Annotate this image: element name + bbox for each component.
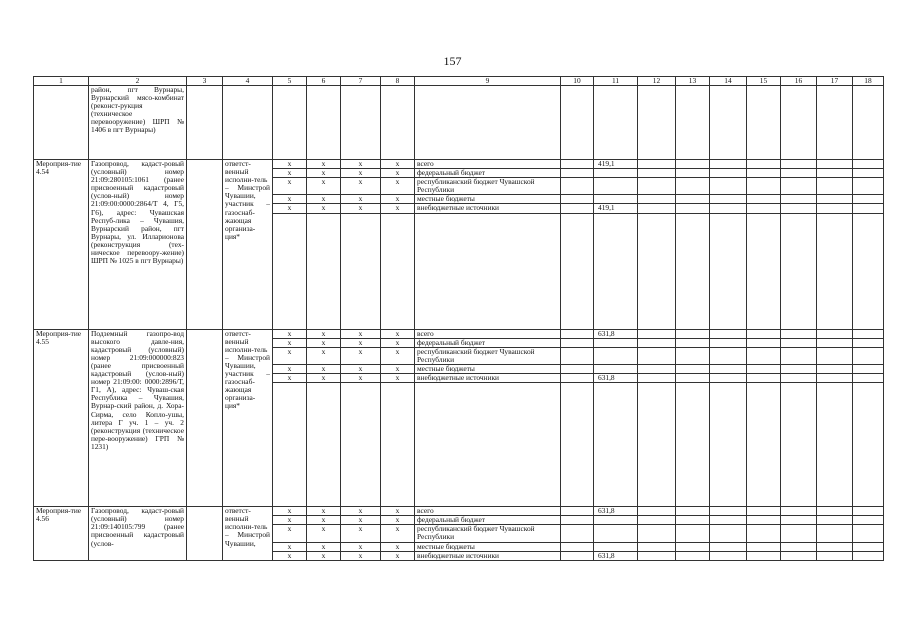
mark-cell: x [273, 507, 307, 516]
mark-cell: x [273, 525, 307, 542]
mark-cell: x [307, 347, 341, 364]
mark-cell: x [341, 525, 381, 542]
object-description: Газопровод, кадаст-ровый (условный) номер 21:09:140105:799 (ранее присвоенный кадастровый (услов- [89, 507, 187, 561]
mark-cell: x [381, 542, 415, 551]
mark-cell: x [307, 364, 341, 373]
funding-source: республиканский бюджет Чувашской Республики [415, 347, 561, 364]
mark-cell: x [307, 169, 341, 178]
mark-cell: x [381, 551, 415, 560]
continuation-row [34, 86, 884, 160]
measure-label: Мероприя-тие 4.56 [34, 507, 89, 561]
object-description: Подземный газопро-вод высокого давле-ния, кадастровый (условный) номер 21:09:000000:823 (ранее присвоенный кадастровый (услов-ный) номер 21:09:00: 0000:2896/Т, Г1, А), адрес: Чуваш-ская Республика – Чувашия, Вурнар-ский район, д. Хора-Сирма, село Копло-ушы, литера Г уч. 1 – уч. 2 (реконструкция (техническое пере-вооружение) ГРП № 1231) [89, 329, 187, 507]
mark-cell: x [307, 204, 341, 213]
column-header: 6 [307, 77, 341, 86]
page-number: 157 [443, 54, 462, 68]
column-header: 18 [853, 77, 884, 86]
mark-cell: x [381, 525, 415, 542]
mark-cell: x [381, 507, 415, 516]
column-header: 3 [187, 77, 223, 86]
table-row [34, 507, 884, 516]
mark-cell: x [307, 516, 341, 525]
mark-cell: x [307, 160, 341, 169]
column-header: 5 [273, 77, 307, 86]
funding-source: всего [415, 329, 561, 338]
mark-cell: x [273, 374, 307, 383]
mark-cell: x [307, 542, 341, 551]
column-header: 17 [817, 77, 853, 86]
amount-value: 631,8 [594, 551, 638, 560]
column-header: 16 [781, 77, 817, 86]
mark-cell: x [273, 551, 307, 560]
mark-cell: x [273, 195, 307, 204]
mark-cell: x [381, 364, 415, 373]
mark-cell: x [341, 195, 381, 204]
mark-cell: x [341, 169, 381, 178]
funding-source: федеральный бюджет [415, 338, 561, 347]
mark-cell: x [341, 338, 381, 347]
mark-cell: x [273, 364, 307, 373]
mark-cell: x [307, 329, 341, 338]
column-header: 12 [638, 77, 676, 86]
column-number-row [34, 77, 884, 86]
object-description: Газопровод, кадаст-ровый (условный) номер 21:09:280105:1061 (ранее присвоенный кадастровый (услов-ный) номер 21:09:00:0000:2864/Т 4, Г5, Г6), адрес: Чувашская Респуб-лика – Чувашия, Вурнарский район, пгт Вурнары, ул. Илларионова (реконструкция (тех-ническое перевоору-жение) ШРП № 1025 в пгт Вурнары) [89, 160, 187, 330]
mark-cell: x [341, 347, 381, 364]
mark-cell: x [273, 347, 307, 364]
funding-source: внебюджетные источники [415, 374, 561, 383]
mark-cell: x [341, 507, 381, 516]
mark-cell: x [381, 178, 415, 195]
mark-cell: x [273, 160, 307, 169]
mark-cell: x [341, 329, 381, 338]
column-header: 7 [341, 77, 381, 86]
column-header: 4 [223, 77, 273, 86]
mark-cell: x [307, 507, 341, 516]
column-header: 1 [34, 77, 89, 86]
mark-cell: x [307, 195, 341, 204]
mark-cell: x [273, 204, 307, 213]
mark-cell: x [341, 160, 381, 169]
object-description: район, пгт Вурнары, Вурнарский мясо-комбинат (реконст-рукция (техническое перевооружение) ШРП № 1406 в пгт Вурнары) [89, 86, 187, 160]
mark-cell: x [341, 542, 381, 551]
mark-cell: x [341, 204, 381, 213]
amount-value: 419,1 [594, 204, 638, 213]
funding-source: всего [415, 507, 561, 516]
funding-source: внебюджетные источники [415, 551, 561, 560]
measure-label: Мероприя-тие 4.55 [34, 329, 89, 507]
mark-cell: x [341, 551, 381, 560]
mark-cell: x [381, 204, 415, 213]
mark-cell: x [307, 551, 341, 560]
funding-source: местные бюджеты [415, 195, 561, 204]
responsible-executor: ответст-венный исполни-тель – Минстрой Чувашии, участник – газоснаб-жающая организа-ция* [223, 329, 273, 507]
mark-cell: x [341, 178, 381, 195]
mark-cell: x [273, 338, 307, 347]
mark-cell: x [341, 516, 381, 525]
funding-source: республиканский бюджет Чувашской Республики [415, 178, 561, 195]
funding-source: федеральный бюджет [415, 516, 561, 525]
mark-cell: x [381, 516, 415, 525]
mark-cell: x [273, 178, 307, 195]
mark-cell: x [273, 329, 307, 338]
program-table-container [33, 76, 872, 561]
amount-value: 419,1 [594, 160, 638, 169]
mark-cell: x [307, 525, 341, 542]
column-header: 13 [676, 77, 710, 86]
table-row [34, 329, 884, 338]
table-row [34, 160, 884, 169]
mark-cell: x [381, 329, 415, 338]
mark-cell: x [307, 338, 341, 347]
column-header: 15 [747, 77, 781, 86]
responsible-executor: ответст-венный исполни-тель – Минстрой Чувашии, участник – газоснаб-жающая организа-ция* [223, 160, 273, 330]
amount-value: 631,8 [594, 374, 638, 383]
mark-cell: x [381, 195, 415, 204]
mark-cell: x [273, 516, 307, 525]
funding-source: внебюджетные источники [415, 204, 561, 213]
mark-cell: x [273, 542, 307, 551]
mark-cell: x [381, 160, 415, 169]
funding-source: местные бюджеты [415, 364, 561, 373]
column-header: 9 [415, 77, 561, 86]
column-header: 14 [710, 77, 747, 86]
mark-cell: x [381, 338, 415, 347]
column-header: 8 [381, 77, 415, 86]
column-header: 2 [89, 77, 187, 86]
program-activities-table [33, 76, 884, 561]
mark-cell: x [273, 169, 307, 178]
column-header: 11 [594, 77, 638, 86]
responsible-executor: ответст-венный исполни-тель – Минстрой Чувашии, [223, 507, 273, 561]
funding-source: местные бюджеты [415, 542, 561, 551]
measure-label: Мероприя-тие 4.54 [34, 160, 89, 330]
amount-value: 631,8 [594, 329, 638, 338]
mark-cell: x [381, 169, 415, 178]
mark-cell: x [307, 178, 341, 195]
mark-cell: x [381, 374, 415, 383]
funding-source: республиканский бюджет Чувашской Республики [415, 525, 561, 542]
mark-cell: x [307, 374, 341, 383]
amount-value: 631,8 [594, 507, 638, 516]
mark-cell: x [381, 347, 415, 364]
column-header: 10 [561, 77, 594, 86]
funding-source: всего [415, 160, 561, 169]
mark-cell: x [341, 364, 381, 373]
funding-source: федеральный бюджет [415, 169, 561, 178]
mark-cell: x [341, 374, 381, 383]
